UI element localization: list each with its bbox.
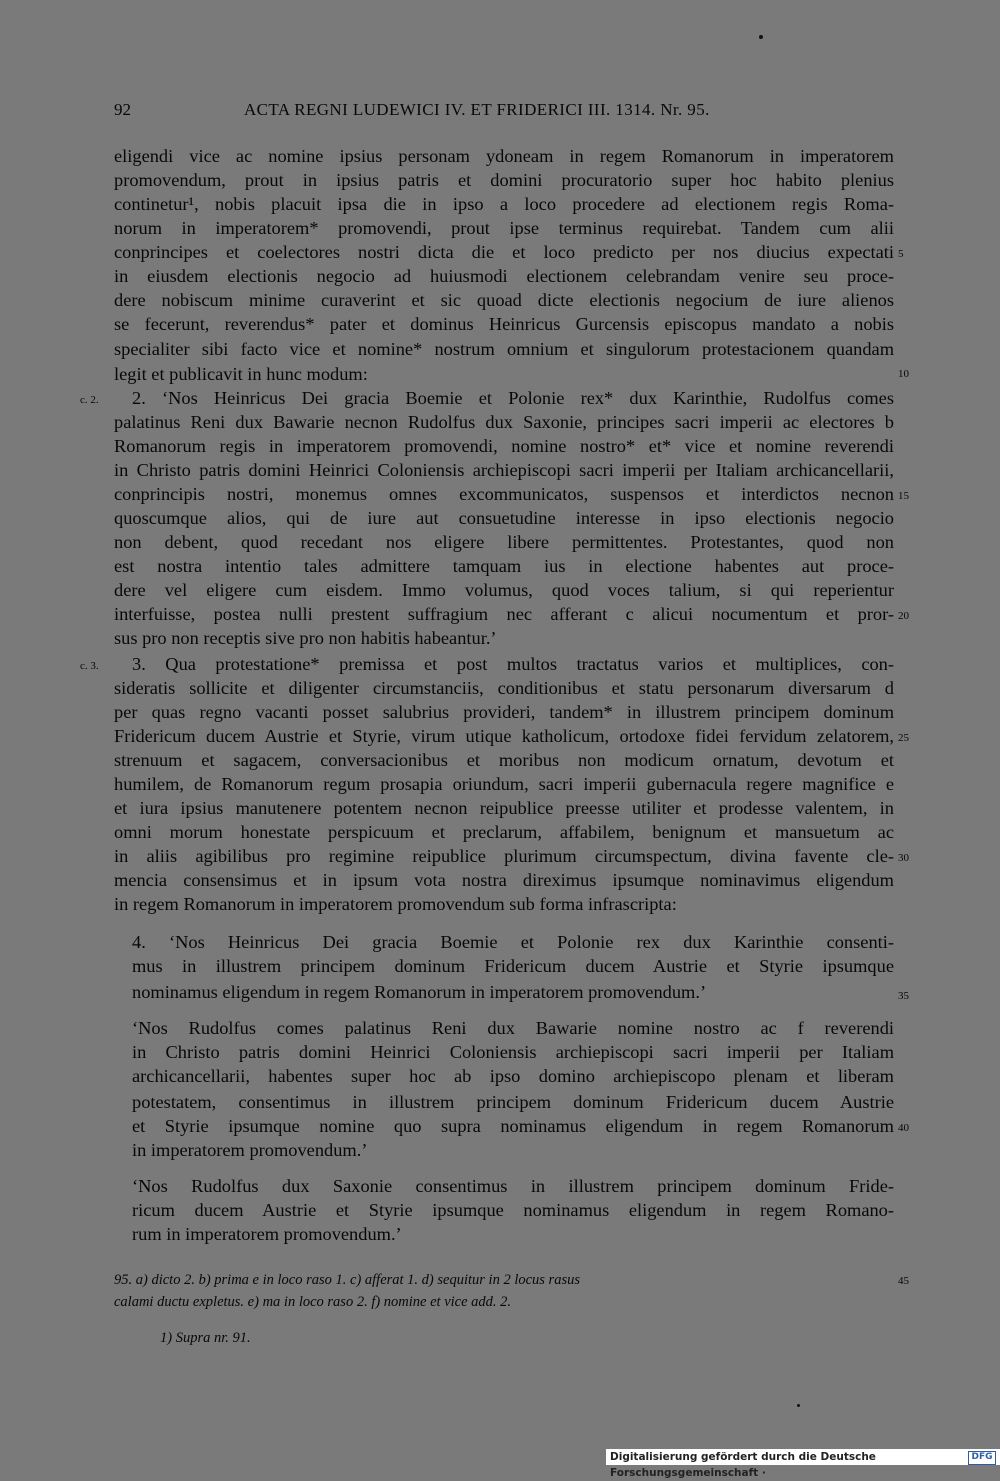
digitization-credit: Digitalisierung gefördert durch die Deutsche Forschungsgemeinschaft · [610,1451,876,1479]
text-line: mencia consensimus et in ipsum vota nostra direximus ipsumque nominavimus eligendum [114,870,894,890]
chapter-mark: c. 3. [80,660,99,672]
text-line: mus in illustrem principem dominum Fridericum ducem Austrie et Styrie ipsumque [132,956,894,976]
dfg-logo: DFG [968,1451,996,1465]
text-line: legit et publicavit in hunc modum: [114,364,368,384]
text-line: quoscumque alios, qui de iure aut consuetudine interesse in ipso electionis negocio [114,508,894,528]
text-line: in imperatorem promovendum.ʼ [132,1140,368,1160]
line-number: 10 [898,368,909,380]
text-line: Romanorum regis in imperatorem promovendi, nomine nostro* et* vice et nomine reverendi [114,436,894,456]
text-line: ʻNos Rudolfus comes palatinus Reni dux Bawarie nomine nostro ac f reverendi [132,1018,894,1038]
page-number: 92 [114,100,131,119]
source-note: 1) Supra nr. 91. [160,1330,251,1346]
footnote-line: 95. a) dicto 2. b) prima e in loco raso 1. c) afferat 1. d) sequitur in 2 locus rasus [114,1272,580,1288]
text-line: Fridericum ducem Austrie et Styrie, virum utique katholicum, ortodoxe fidei fervidum zelatorem, [114,726,894,746]
text-line: conprincipis nostri, monemus omnes excommunicatos, suspensos et interdictos necnon [114,484,894,504]
text-line: dere vel eligere cum eisdem. Immo volumus, quod voces talium, si qui reperientur [114,580,894,600]
text-line: ricum ducem Austrie et Styrie ipsumque nominamus eligendum in regem Romano- [132,1200,894,1220]
text-line: promovendum, prout in ipsius patris et domini procuratorio super hoc habito plenius [114,170,894,190]
line-number: 5 [898,248,904,260]
scan-speck [797,1404,800,1407]
text-line: omni morum honestate perspicuum et preclarum, affabilem, benignum et mansuetum ac [114,822,894,842]
line-number: 25 [898,732,909,744]
text-line: conprincipes et coelectores nostri dicta die et loco predicto per nos diucius expectati [114,242,894,262]
text-line: continetur¹, nobis placuit ipsa die in ipso a loco procedere ad electionem regis Roma- [114,194,894,214]
text-line: dere nobiscum minime curaverint et sic quoad dicte electionis negocium de iure alienos [114,290,894,310]
text-line: rum in imperatorem promovendum.ʼ [132,1224,402,1244]
footnote-line: calami ductu expletus. e) ma in loco raso 2. f) nomine et vice add. 2. [114,1294,512,1310]
text-line: potestatem, consentimus in illustrem principem dominum Fridericum ducem Austrie [132,1092,894,1112]
text-line: nominamus eligendum in regem Romanorum in imperatorem promovendum.ʼ [132,982,707,1002]
text-line: archicancellarii, habentes super hoc ab ipso domino archiepiscopo plenam et liberam [132,1066,894,1086]
running-title: ACTA REGNI LUDEWICI IV. ET FRIDERICI III. 1314. Nr. 95. [244,100,710,119]
text-line: 3. Qua protestatione* premissa et post multos tractatus varios et multiplices, con- [132,654,894,674]
text-line: in eiusdem electionis negocio ad huiusmodi electionem celebrandam venire seu proce- [114,266,894,286]
text-line: eligendi vice ac nomine ipsius personam ydoneam in regem Romanorum in imperatorem [114,146,894,166]
text-line: in aliis agibilibus pro regimine reipublice plurimum circumspectum, divina favente cle- [114,846,894,866]
line-number: 20 [898,610,909,622]
text-line: in Christo patris domini Heinrici Coloniensis archiepiscopi sacri imperii per Italiam archicancellarii, [114,460,894,480]
text-line: 2. ʻNos Heinricus Dei gracia Boemie et Polonie rex* dux Karinthie, Rudolfus comes [132,388,894,408]
text-line: strenuum et sagacem, conversacionibus et moribus non modicum ornatum, devotum et [114,750,894,770]
text-line: per quas regno vacanti posset salubrius provideri, tandem* in illustrem principem dominum [114,702,894,722]
line-number: 30 [898,852,909,864]
text-line: ʻNos Rudolfus dux Saxonie consentimus in illustrem principem dominum Fride- [132,1176,894,1196]
text-line: palatinus Reni dux Bawarie necnon Rudolfus dux Saxonie, principes sacri imperii ac electores b [114,412,894,432]
text-line: non debent, quod recedant nos eligere libere permittentes. Protestantes, quod non [114,532,894,552]
text-line: et Styrie ipsumque nomine quo supra nominamus eligendum in regem Romanorum [132,1116,894,1136]
text-line: norum in imperatorem* promovendi, prout ipse terminus requirebat. Tandem cum alii [114,218,894,238]
text-line: est nostra intentio tales admittere tamquam ius in electione habentes aut proce- [114,556,894,576]
text-line: sus pro non receptis sive pro non habitis habeantur.ʼ [114,628,497,648]
text-line: se fecerunt, reverendus* pater et dominus Heinricus Gurcensis episcopus mandato a nobis [114,314,894,334]
chapter-mark: c. 2. [80,394,99,406]
line-number: 45 [898,1275,909,1287]
text-line: et iura ipsius manutenere potentem necnon reipublice preesse utiliter et prodesse valentem, in [114,798,894,818]
text-line: in Christo patris domini Heinrici Coloniensis archiepiscopi sacri imperii per Italiam [132,1042,894,1062]
digitization-credit-bar [606,1449,1000,1479]
running-header [114,100,894,126]
text-line: specialiter sibi facto vice et nomine* nostrum omnium et singulorum protestacionem quandam [114,339,894,359]
line-number: 40 [898,1122,909,1134]
text-line: in regem Romanorum in imperatorem promovendum sub forma infrascripta: [114,894,677,914]
line-number: 35 [898,990,909,1002]
text-line: humilem, de Romanorum regum prosapia oriundum, sacri imperii gubernacula regere magnifice e [114,774,894,794]
text-line: 4. ʻNos Heinricus Dei gracia Boemie et Polonie rex dux Karinthie consenti- [132,932,894,952]
scan-speck [759,35,763,39]
line-number: 15 [898,490,909,502]
text-line: sideratis sollicite et diligenter circumstanciis, conditionibus et statu personarum diversarum d [114,678,894,698]
text-line: interfuisse, postea nulli prestent suffragium nec afferant c alicui nocumentum et pror- [114,604,894,624]
